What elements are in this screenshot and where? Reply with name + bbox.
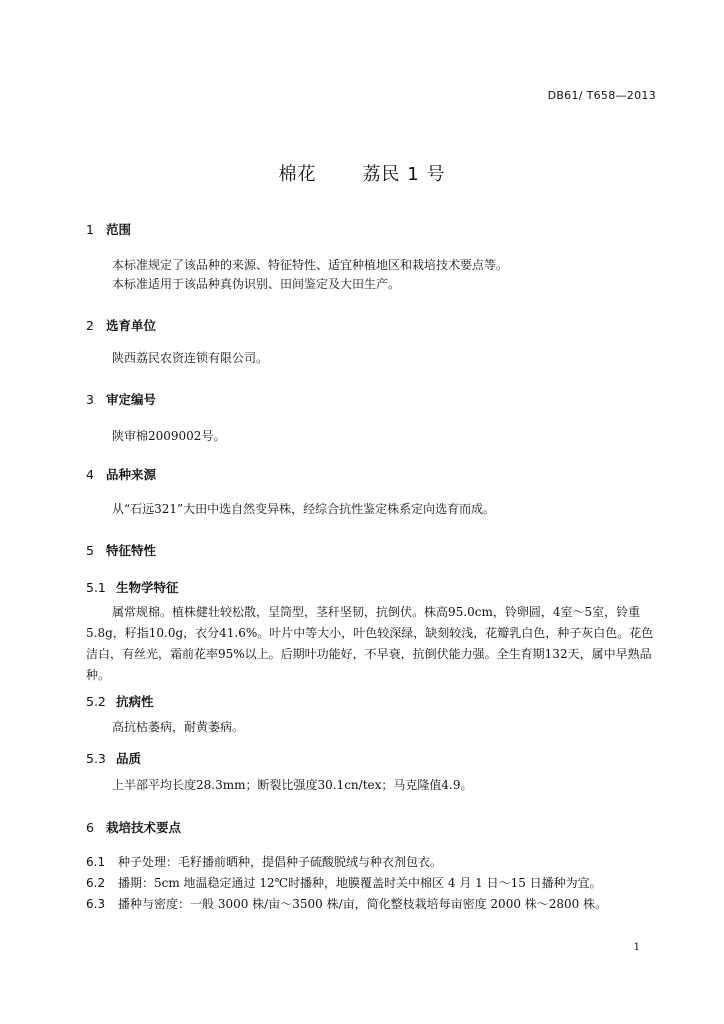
step-text: 种子处理：毛籽播前晒种，提倡种子硫酸脱绒与种衣剂包衣。 — [118, 855, 443, 869]
step-number: 6.2 — [86, 876, 106, 890]
origin-paragraph: 从“石远321”大田中选自然变异株，经综合抗性鉴定株系定向选育而成。 — [112, 502, 496, 516]
section-title: 生物学特征 — [116, 580, 179, 595]
section-title: 栽培技术要点 — [106, 820, 182, 835]
section-heading-breeder — [86, 316, 156, 334]
section-number: 5.2 — [86, 694, 106, 709]
step-number: 6.3 — [86, 897, 106, 911]
section-heading-characteristics — [86, 541, 156, 559]
step-text: 播种与密度：一般 3000 株/亩～3500 株/亩，简化整枝栽培每亩密度 2000 株～2800 株。 — [118, 897, 608, 911]
section-title: 范围 — [106, 222, 132, 237]
section-heading-scope — [86, 220, 131, 238]
approval-paragraph: 陕审棉2009002号。 — [112, 429, 226, 443]
scope-paragraph-2: 本标准适用于该品种真伪识别、田间鉴定及大田生产。 — [112, 277, 401, 291]
section-number: 4 — [86, 467, 94, 482]
section-heading-origin — [86, 465, 156, 483]
title-variety: 荔民 1 号 — [362, 164, 446, 185]
section-number: 5 — [86, 543, 94, 558]
subsection-heading-disease-resistance — [86, 692, 154, 710]
section-number: 5.1 — [86, 580, 106, 595]
section-title: 品种来源 — [106, 467, 157, 482]
breeder-paragraph: 陕西荔民农资连锁有限公司。 — [112, 351, 269, 365]
subsection-heading-quality — [86, 749, 141, 767]
subsection-heading-biology — [86, 578, 179, 596]
standard-code: DB61/ T658—2013 — [547, 89, 656, 102]
title-crop: 棉花 — [278, 164, 317, 185]
step-number: 6.1 — [86, 855, 106, 869]
section-title: 特征特性 — [106, 543, 157, 558]
cultivation-step-sowing-date — [86, 874, 658, 891]
section-number: 1 — [86, 222, 94, 237]
section-title: 品质 — [116, 751, 142, 766]
cultivation-step-density — [86, 895, 658, 912]
cultivation-step-seed-treatment — [86, 853, 658, 870]
quality-paragraph: 上半部平均长度28.3mm；断裂比强度30.1cn/tex；马克隆值4.9。 — [112, 778, 473, 792]
section-title: 审定编号 — [106, 392, 157, 407]
biology-paragraph: 属常规棉。植株健壮较松散，呈筒型，茎秆坚韧，抗倒伏。株高95.0cm，铃卵圆，4室～5室，铃重5.8g，籽指10.0g，衣分41.6%。叶片中等大小，叶色较深绿，缺刻较浅，花瓣乳白色，种子灰白色。花色洁白，有丝光，霜前花率95%以上。后期叶功能好，不早衰，抗倒伏能力强。全生育期132天，属中早熟品种。 — [86, 605, 654, 682]
section-number: 3 — [86, 392, 94, 407]
section-heading-approval — [86, 390, 156, 408]
step-text: 播期：5cm 地温稳定通过 12℃时播种，地膜覆盖时关中棉区 4 月 1 日～15 日播种为宜。 — [118, 876, 602, 890]
scope-paragraph-1: 本标准规定了该品种的来源、特征特性、适宜种植地区和栽培技术要点等。 — [112, 258, 509, 272]
section-number: 2 — [86, 318, 94, 333]
page-number: 1 — [633, 942, 640, 953]
section-number: 6 — [86, 820, 94, 835]
section-heading-cultivation — [86, 818, 181, 836]
document-title — [0, 160, 724, 186]
section-number: 5.3 — [86, 751, 106, 766]
section-title: 抗病性 — [116, 694, 154, 709]
disease-resistance-paragraph: 高抗枯萎病，耐黄萎病。 — [112, 720, 245, 734]
section-title: 选育单位 — [106, 318, 157, 333]
